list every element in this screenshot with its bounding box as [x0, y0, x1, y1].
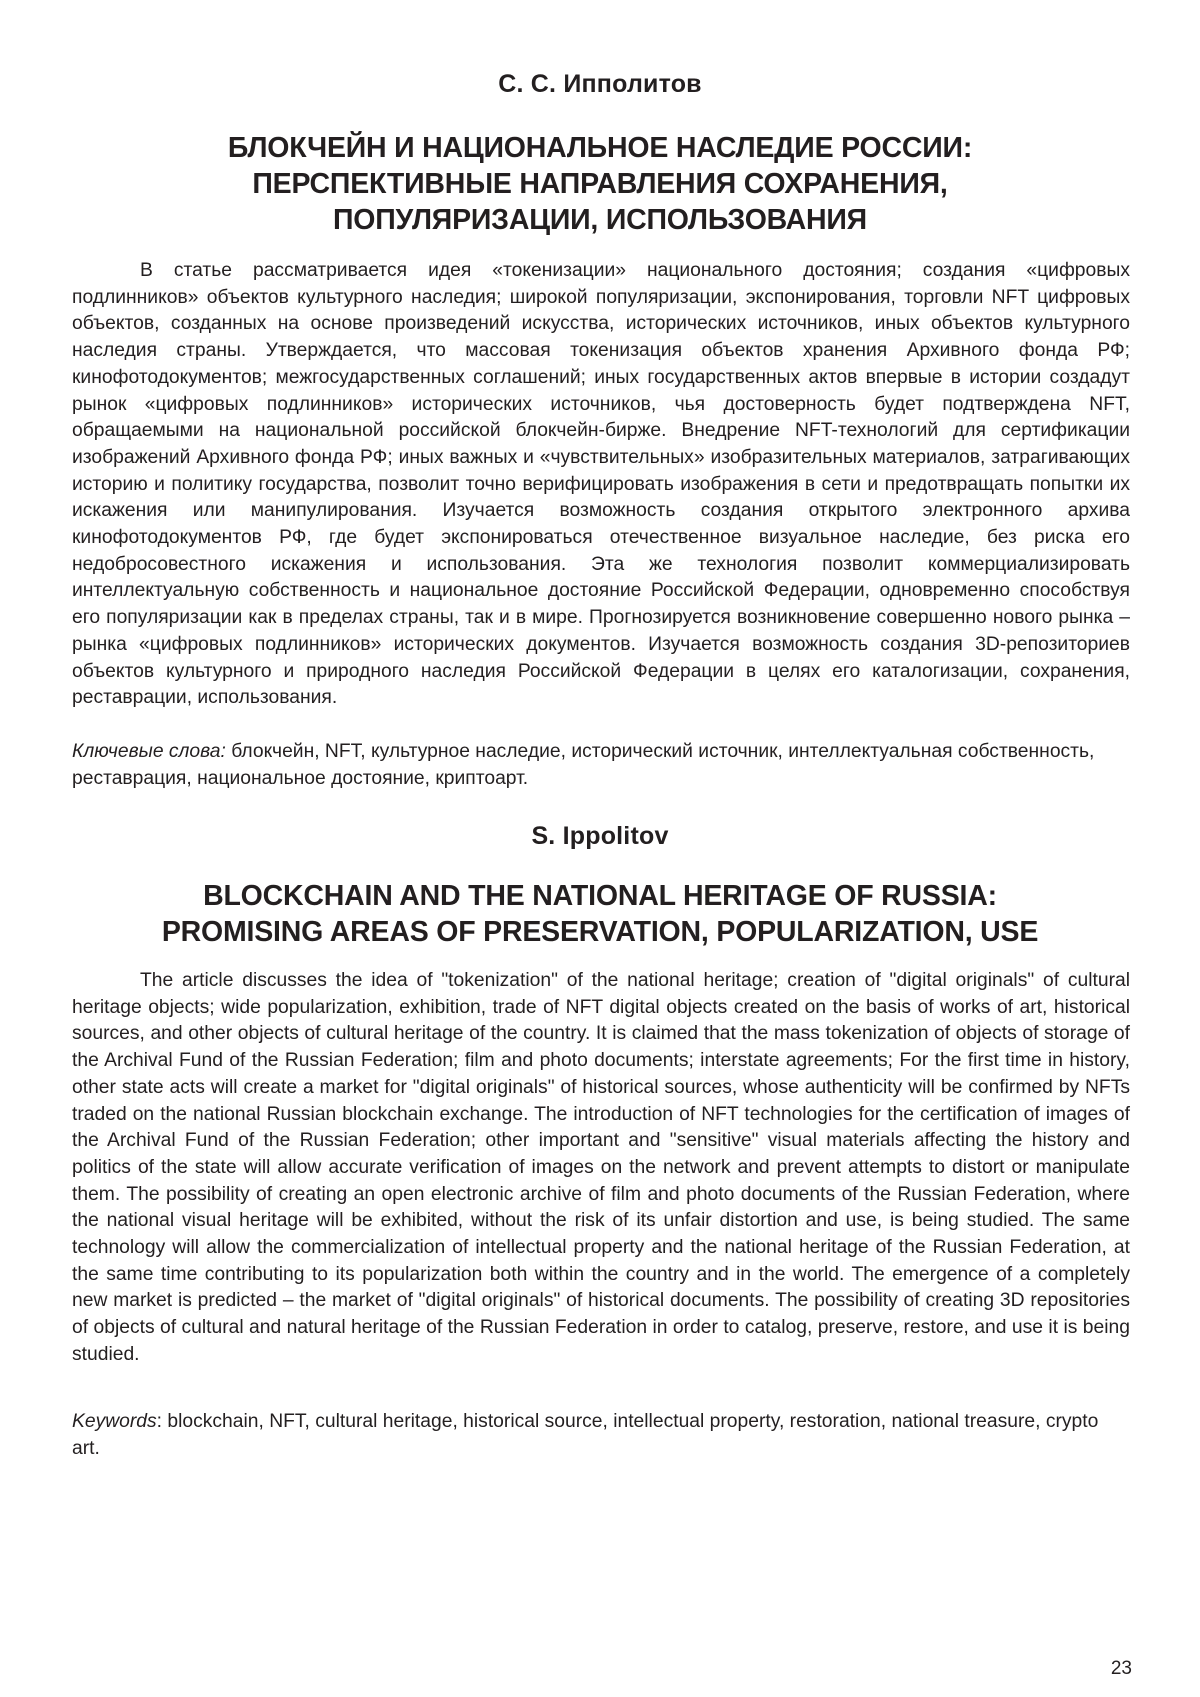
keywords-text-ru: блокчейн, NFT, культурное наследие, исторический источник, интеллектуальная собственность, реставрация, национальное достояние, криптоарт.	[72, 741, 1095, 789]
keywords-label-ru: Ключевые слова:	[72, 741, 226, 762]
page-number: 23	[1110, 1658, 1132, 1679]
title-ru-line-3: ПОПУЛЯРИЗАЦИИ, ИСПОЛЬЗОВАНИЯ	[333, 204, 867, 236]
keywords-en	[72, 1408, 1130, 1462]
author-ru: С. С. Ипполитов	[498, 70, 702, 98]
keywords-text-en: : blockchain, NFT, cultural heritage, historical source, intellectual property, restoration, national treasure, crypto art.	[72, 1411, 1099, 1459]
title-en-line-2: PROMISING AREAS OF PRESERVATION, POPULARIZATION, USE	[161, 916, 1039, 948]
title-ru	[80, 130, 1120, 238]
abstract-en: The article discusses the idea of "tokenization" of the national heritage; creation of "digital originals" of cultural heritage objects; wide popularization, exhibition, trade of NFT digital objects created on the basis of works of art, historical sources, and other objects of cultural heritage of the country. It is claimed that the mass tokenization of objects of storage of the Archival Fund of the Russian Federation; film and photo documents; interstate agreements; For the first time in history, other state acts will create a market for "digital originals" of historical sources, whose authenticity will be confirmed by NFTs traded on the national Russian blockchain exchange. The introduction of NFT technologies for the certification of images of the Archival Fund of the Russian Federation; other important and "sensitive" visual materials affecting the history and politics of the state will allow accurate verification of images on the network and prevent attempts to distort or manipulate them. The possibility of creating an open electronic archive of film and photo documents of the Russian Federation, where the national visual heritage will be exhibited, without the risk of its unfair distortion and use, is being studied. The same technology will allow the commercialization of intellectual property and the national heritage of the Russian Federation, at the same time contributing to its popularization both within the country and in the world. The emergence of a completely new market is predicted – the market of "digital originals" of historical documents. The possibility of creating 3D repositories of objects of cultural and natural heritage of the Russian Federation in order to catalog, preserve, restore, and use it is being studied.	[72, 970, 1130, 1365]
title-ru-line-1: БЛОКЧЕЙН И НАЦИОНАЛЬНОЕ НАСЛЕДИЕ РОССИИ:	[227, 132, 973, 164]
keywords-label-en: Keywords	[72, 1411, 157, 1432]
title-en	[80, 878, 1120, 950]
keywords-ru	[72, 738, 1130, 792]
title-en-line-1: BLOCKCHAIN AND THE NATIONAL HERITAGE OF RUSSIA:	[203, 880, 997, 912]
abstract-ru: В статье рассматривается идея «токенизации» национального достояния; создания «цифровых подлинников» объектов культурного наследия; широкой популяризации, экспонирования, торговли NFT цифровых объектов, созданных на основе произведений искусства, исторических источников, иных объектов культурного наследия страны. Утверждается, что массовая токенизация объектов хранения Архивного фонда РФ; кинофотодокументов; межгосударственных соглашений; иных государственных актов впервые в истории создадут рынок «цифровых подлинников» исторических источников, чья достоверность будет подтверждена NFT, обращаемыми на национальной российской блокчейн-бирже. Внедрение NFT-технологий для сертификации изображений Архивного фонда РФ; иных важных и «чувствительных» изобразительных материалов, затрагивающих историю и политику государства, позволит точно верифицировать изображения в сети и предотвращать попытки их искажения или манипулирования. Изучается возможность создания открытого электронного архива кинофотодокументов РФ, где будет экспонироваться отечественное визуальное наследие, без риска его недобросовестного искажения и использования. Эта же технология позволит коммерциализировать интеллектуальную собственность и национальное достояние Российской Федерации, одновременно способствуя его популяризации как в пределах страны, так и в мире. Прогнозируется возникновение совершенно нового рынка – рынка «цифровых подлинников» исторических документов. Изучается возможность создания 3D-репозиториев объектов культурного и природного наследия Российской Федерации в целях его каталогизации, сохранения, реставрации, использования.	[72, 260, 1130, 709]
title-ru-line-2: ПЕРСПЕКТИВНЫЕ НАПРАВЛЕНИЯ СОХРАНЕНИЯ,	[252, 168, 948, 200]
author-en: S. Ippolitov	[531, 822, 669, 850]
